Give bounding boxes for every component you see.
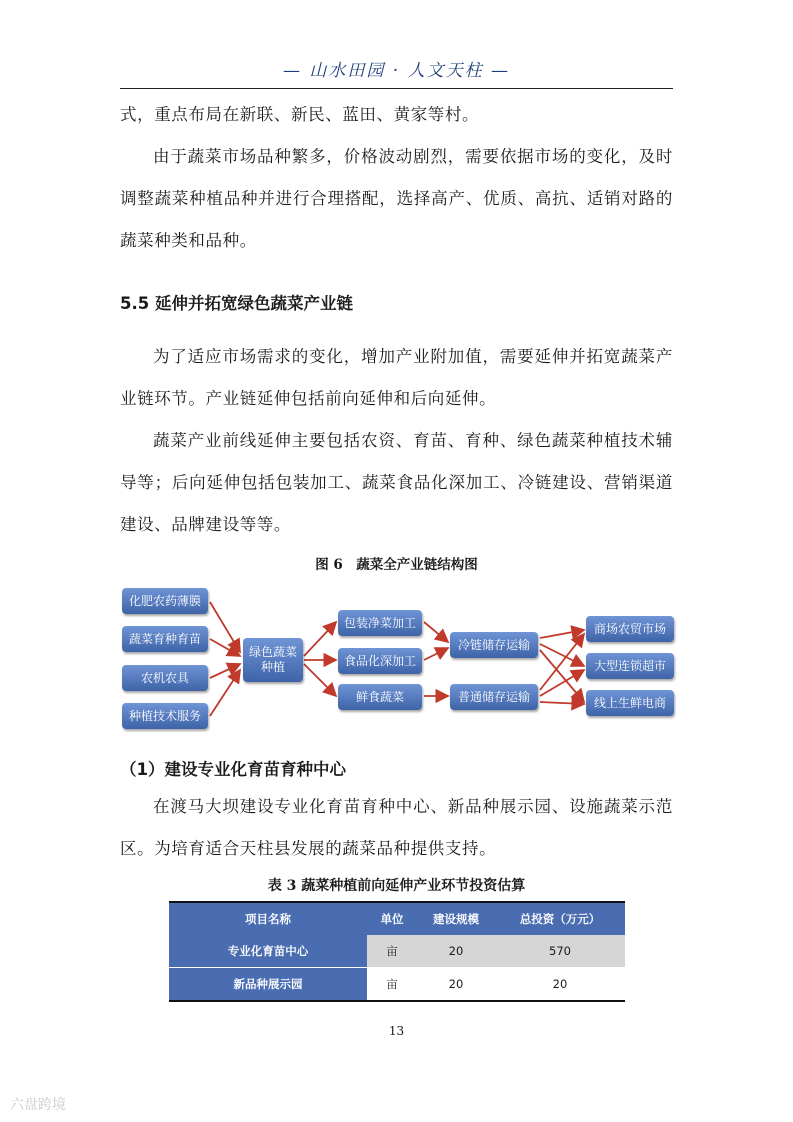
- table-cell: 20: [495, 968, 625, 1002]
- table-cell: 20: [417, 935, 495, 968]
- table-caption: 表 3 蔬菜种植前向延伸产业环节投资估算: [267, 878, 526, 894]
- page-number: 13: [388, 1024, 405, 1038]
- center-node: 绿色蔬菜种植: [243, 638, 303, 682]
- input-node: 蔬菜育种育苗: [122, 626, 208, 652]
- col-header: 建设规模: [417, 902, 495, 935]
- processing-node: 包装净菜加工: [338, 610, 422, 636]
- table-cell: 新品种展示园: [169, 968, 367, 1002]
- header-title: — 山水田园 · 人文天柱 —: [282, 61, 511, 81]
- figure-caption: 图 6 蔬菜全产业链结构图: [315, 557, 478, 573]
- table-cell: 亩: [367, 935, 417, 968]
- processing-node: 鲜食蔬菜: [338, 684, 422, 710]
- table-row: [169, 968, 625, 1002]
- table-cell: 专业化育苗中心: [169, 935, 367, 968]
- paragraph-3: 为了适应市场需求的变化，增加产业附加值，需要延伸并拓宽蔬菜产业链环节。产业链延伸包括前向延伸和后向延伸。: [120, 347, 673, 408]
- arrow: [210, 602, 240, 652]
- arrow: [540, 650, 584, 702]
- arrow: [540, 702, 584, 704]
- col-header: 项目名称: [169, 902, 367, 935]
- arrow: [304, 622, 336, 656]
- arrow: [210, 639, 240, 656]
- input-node: 农机农具: [122, 665, 208, 691]
- arrow: [540, 630, 584, 638]
- table-header-row: [169, 902, 625, 935]
- market-node: 商场农贸市场: [586, 616, 674, 642]
- paragraph-1: 式，重点布局在新联、新民、蓝田、黄家等村。: [120, 105, 480, 124]
- input-node: 种植技术服务: [122, 703, 208, 729]
- section-heading: 5.5 延伸并拓宽绿色蔬菜产业链: [120, 294, 353, 313]
- input-node: 化肥农药薄膜: [122, 588, 208, 614]
- page-header: [120, 56, 673, 89]
- table-cell: 20: [417, 968, 495, 1002]
- processing-node: 食品化深加工: [338, 648, 422, 674]
- logistics-node: 冷链储存运输: [450, 632, 538, 658]
- subsection-heading: （1）建设专业化育苗育种中心: [120, 760, 346, 779]
- investment-table: [169, 901, 625, 1002]
- logistics-node: 普通储存运输: [450, 684, 538, 710]
- paragraph-5: 在渡马大坝建设专业化育苗育种中心、新品种展示园、设施蔬菜示范区。为培育适合天柱县发展的蔬菜品种提供支持。: [120, 797, 673, 858]
- col-header: 总投资（万元）: [495, 902, 625, 935]
- table-cell: 570: [495, 935, 625, 968]
- paragraph-4: 蔬菜产业前线延伸主要包括农资、育苗、育种、绿色蔬菜种植技术辅导等；后向延伸包括包装加工、蔬菜食品化深加工、冷链建设、营销渠道建设、品牌建设等等。: [120, 431, 673, 534]
- table-row: [169, 935, 625, 968]
- arrow: [210, 670, 240, 716]
- table-cell: 亩: [367, 968, 417, 1002]
- industry-chain-diagram: [112, 578, 682, 734]
- watermark: 六盘跨境: [10, 1097, 66, 1113]
- market-node: 大型连锁超市: [586, 653, 674, 679]
- arrow: [304, 664, 336, 696]
- market-node: 线上生鲜电商: [586, 690, 674, 716]
- arrow: [424, 648, 448, 660]
- col-header: 单位: [367, 902, 417, 935]
- arrow: [424, 622, 448, 642]
- paragraph-2: 由于蔬菜市场品种繁多，价格波动剧烈，需要依据市场的变化，及时调整蔬菜种植品种并进行合理搭配，选择高产、优质、高抗、适销对路的蔬菜种类和品种。: [120, 147, 673, 250]
